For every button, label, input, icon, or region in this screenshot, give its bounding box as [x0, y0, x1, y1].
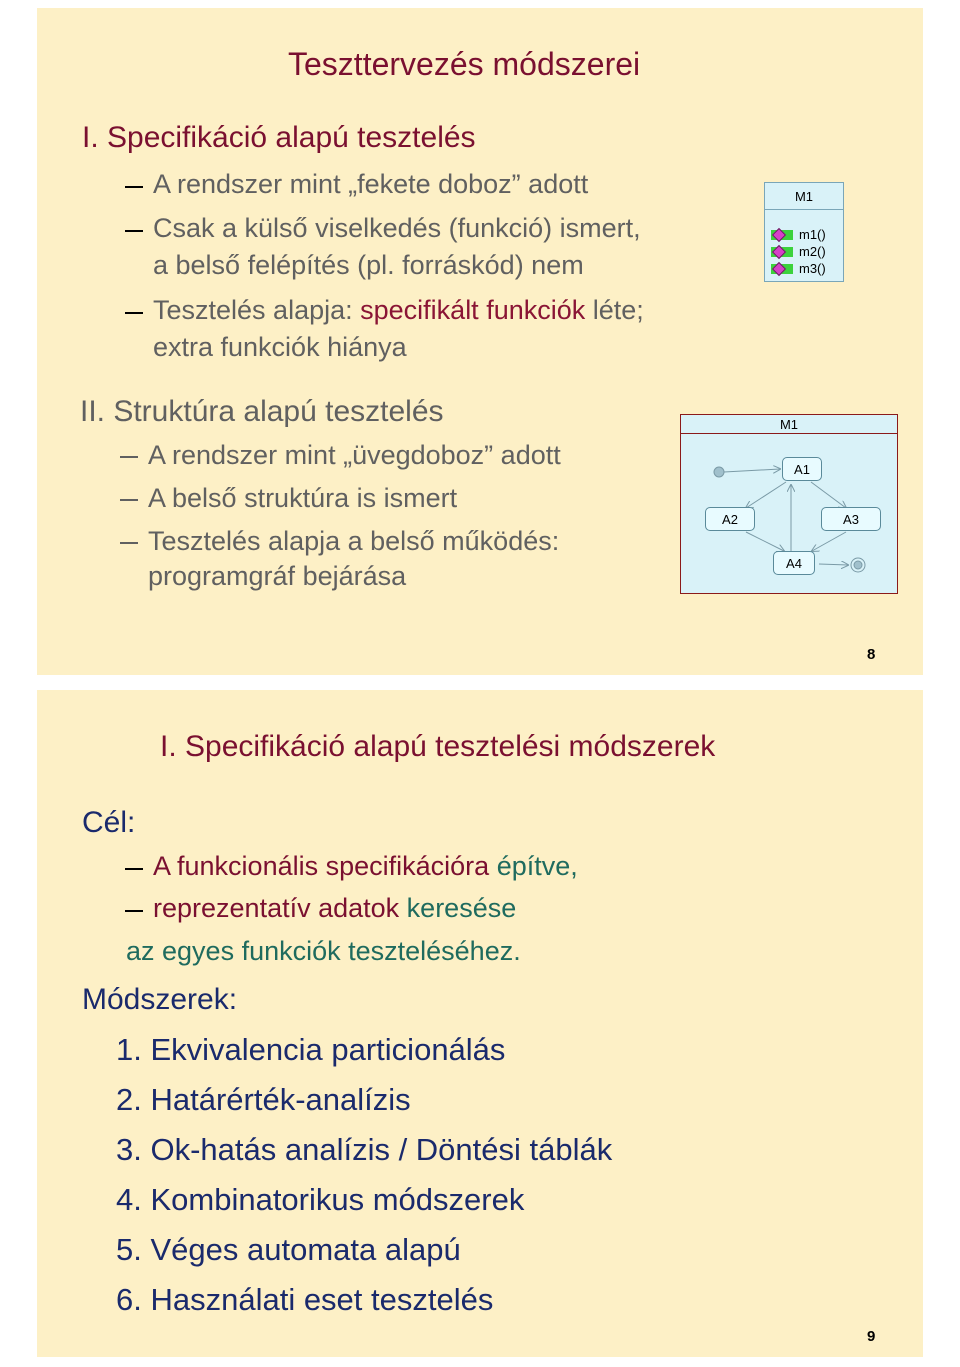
methods-label: Módszerek:: [82, 983, 238, 1016]
state-a1: A1: [782, 457, 822, 481]
method-label: m2(): [799, 244, 826, 259]
bullet-internal-structure: a belső felépítés (pl. forráskód) nem: [153, 250, 584, 280]
slide-title: Teszttervezés módszerei: [288, 46, 641, 82]
method-icon: [771, 264, 793, 274]
goal-line-1-b: építve,: [496, 851, 578, 881]
bullet-dash: [125, 230, 143, 232]
class-name: M1: [765, 183, 843, 210]
method-row: [771, 261, 841, 277]
test-basis-suffix: léte;: [592, 295, 644, 325]
diagram-title: M1: [681, 415, 897, 434]
goal-line-1-a: A funkcionális specifikációra: [153, 851, 490, 881]
method-icon: [771, 230, 793, 240]
method-item: 1. Ekvivalencia particionálás: [116, 1032, 506, 1067]
goal-line-2-b: keresése: [406, 893, 517, 923]
goal-line-3: az egyes funkciók teszteléséhez.: [126, 936, 521, 966]
bullet-extra-functions: extra funkciók hiánya: [153, 332, 407, 362]
test-basis-label: Tesztelés alapja:: [153, 295, 353, 325]
bullet-dash: [120, 456, 138, 458]
goal-label: Cél:: [82, 806, 136, 839]
bullet-dash: [125, 312, 143, 314]
bullet-black-box: A rendszer mint „fekete doboz” adott: [153, 169, 589, 199]
class-diagram-box: [764, 182, 844, 282]
goal-line-1: [153, 851, 578, 882]
bullet-internal-known: A belső struktúra is ismert: [148, 483, 458, 513]
page-number: 9: [867, 1328, 876, 1345]
bullet-test-basis: [153, 295, 644, 326]
method-item: 2. Határérték-analízis: [116, 1082, 411, 1117]
method-item: 3. Ok-hatás analízis / Döntési táblák: [116, 1132, 613, 1167]
bullet-dash: [125, 186, 143, 188]
bullet-program-graph: programgráf bejárása: [148, 561, 407, 591]
state-a4: A4: [773, 551, 815, 575]
method-item: 5. Véges automata alapú: [116, 1232, 461, 1267]
state-a3: A3: [821, 507, 881, 531]
section-heading-structure: II. Struktúra alapú tesztelés: [80, 395, 444, 428]
page-number: 8: [867, 646, 876, 663]
method-icon: [771, 247, 793, 257]
bullet-dash: [120, 499, 138, 501]
bullet-dash: [120, 542, 138, 544]
goal-line-2-a: reprezentatív adatok: [153, 893, 400, 923]
method-row: [771, 227, 841, 243]
method-row: [771, 244, 841, 260]
goal-line-2: [153, 893, 516, 924]
method-item: 6. Használati eset tesztelés: [116, 1282, 494, 1317]
section-heading-specification: I. Specifikáció alapú tesztelés: [82, 121, 476, 154]
bullet-glass-box: A rendszer mint „üvegdoboz” adott: [148, 440, 561, 470]
bullet-dash: [125, 910, 143, 912]
bullet-internal-operation: Tesztelés alapja a belső működés:: [148, 526, 560, 556]
method-item: 4. Kombinatorikus módszerek: [116, 1182, 525, 1217]
bullet-external-behaviour: Csak a külső viselkedés (funkció) ismert,: [153, 213, 641, 243]
specified-functions: specifikált funkciók: [360, 295, 586, 325]
bullet-dash: [125, 868, 143, 870]
method-label: m1(): [799, 227, 826, 242]
slide-title: I. Specifikáció alapú tesztelési módszerek: [160, 730, 716, 763]
method-label: m3(): [799, 261, 826, 276]
state-a2: A2: [705, 507, 755, 531]
state-diagram: [680, 414, 898, 594]
